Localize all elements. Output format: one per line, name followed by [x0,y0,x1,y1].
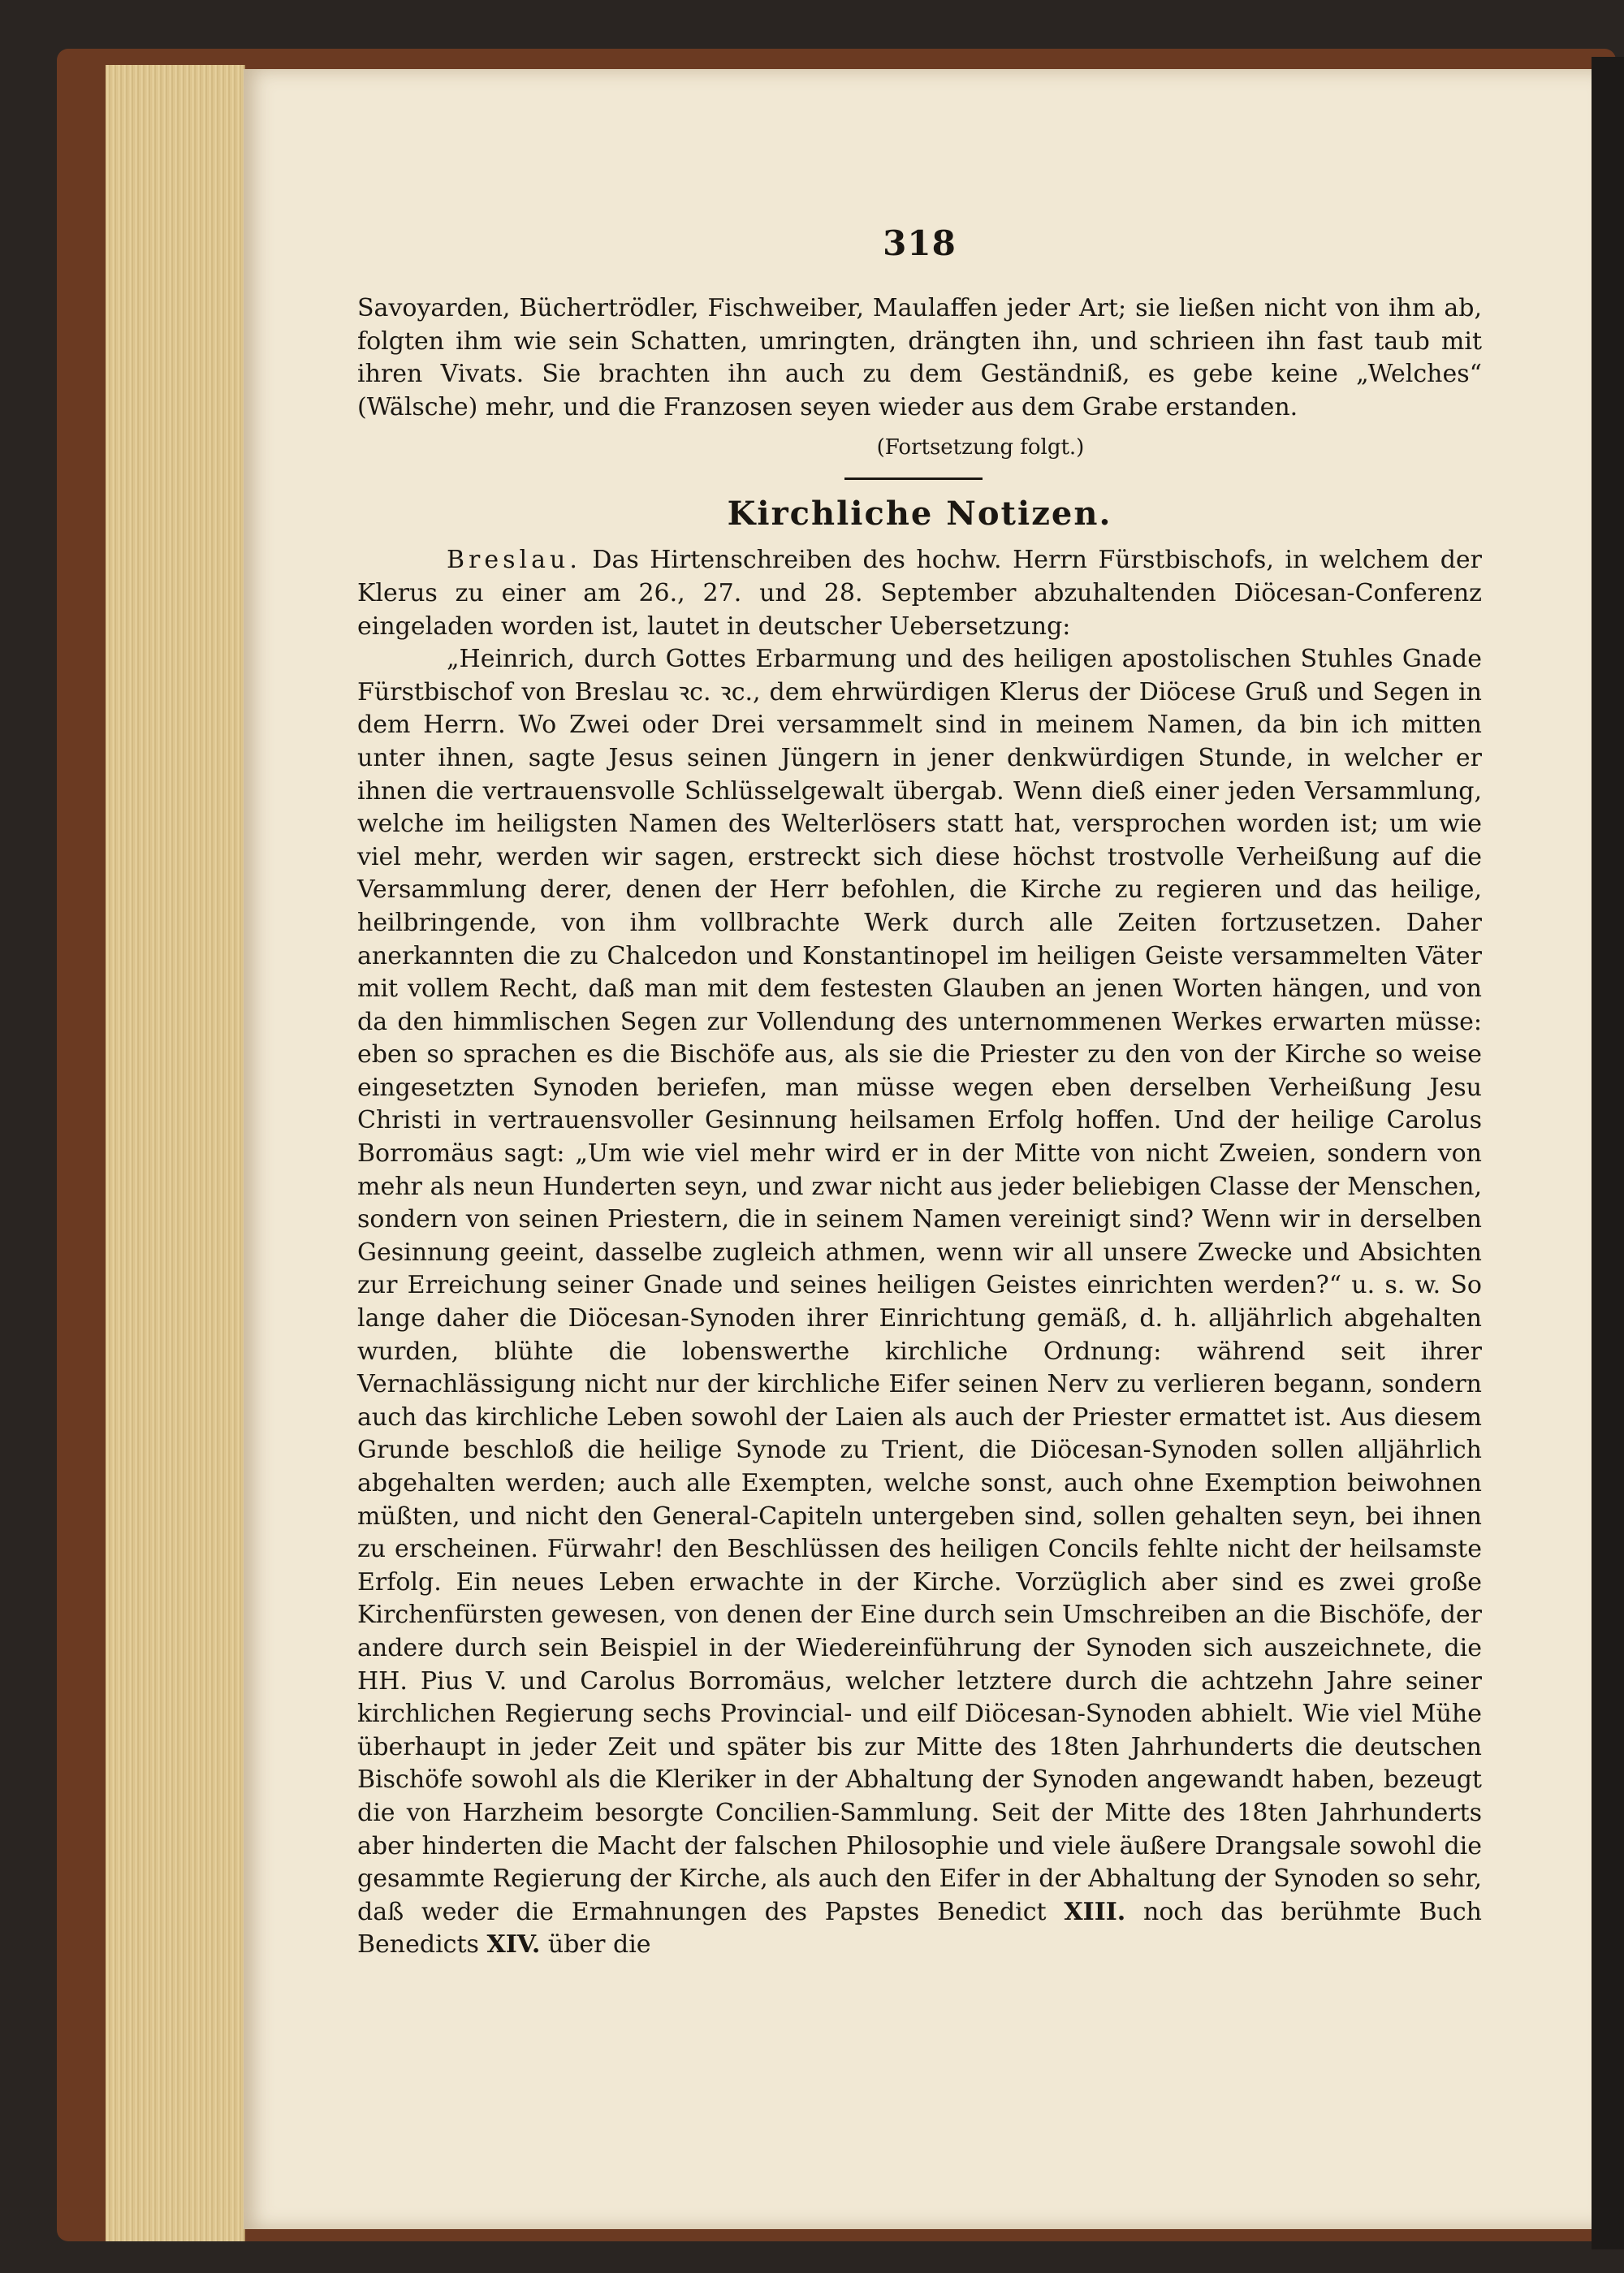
pastoral-letter [357,643,1482,1962]
section-divider [844,478,983,480]
scan-edge [1592,57,1624,2249]
intro-paragraph: Savoyarden, Büchertrödler, Fischweiber, Maulaffen jeder Art; sie ließen nicht von ihm ab, folgten ihm wie sein Schatten, umringten, drängten ihn, und schrieen ihn fast taub mit ihren Vivats. Sie brachten ihn auch zu dem Geständniß, es gebe keine „Welches“ (Wälsche) mehr, und die Franzosen seyen wieder aus dem Grabe erstanden. [357,294,1482,421]
letter-text-3: über die [547,1930,651,1960]
article-opening [357,544,1482,643]
continued-note: (Fortsetzung folgt.) [876,435,1085,460]
pope-numeral-1: XIII. [1064,1897,1126,1926]
letter-text-2: noch das berühmte Buch Benedicts [357,1897,1482,1960]
letter-text-1: „Heinrich, durch Gottes Erbarmung und des heiligen apostolischen Stuhles Gnade Fürstbischof von Breslau ꝛc. ꝛc., dem ehrwürdigen Klerus der Diöcese Gruß und Segen in dem Herrn. Wo Zwei oder Drei versammelt sind in meinem Namen, da bin ich mitten unter ihnen, sagte Jesus seinen Jüngern in jener denkwürdigen Stunde, in welcher er ihnen die vertrauensvolle Schlüsselgewalt übergab. Wenn dieß einer jeden Versammlung, welche im heiligsten Namen des Welterlösers statt hat, versprochen worden ist; um wie viel mehr, werden wir sagen, erstreckt sich diese höchst trostvolle Verheißung auf die Versammlung derer, denen der Herr befohlen, die Kirche zu regieren und das heilige, heilbringende, von ihm vollbrachte Werk durch alle Zeiten fortzusetzen. Daher anerkannten die zu Chalcedon und Konstantinopel im heiligen Geiste versammelten Väter mit vollem Recht, daß man mit dem festesten Glauben an jenen Worten hängen, und von da den himmlischen Segen zur Vollendung des unternommenen Werkes erwarten müsse: eben so sprachen es die Bischöfe aus, als sie die Priester zu den von der Kirche so weise eingesetzten Synoden beriefen, man müsse wegen eben derselben Verheißung Jesu Christi in vertrauensvoller Gesinnung heilsamen Erfolg hoffen. Und der heilige Carolus Borromäus sagt: „Um wie viel mehr wird er in der Mitte von nicht Zweien, sondern von mehr als neun Hunderten seyn, und zwar nicht aus jeder beliebigen Classe der Menschen, sondern von seinen Priestern, die in seinem Namen vereinigt sind? Wenn wir in derselben Gesinnung geeint, dasselbe zugleich athmen, wenn wir all unsere Zwecke und Absichten zur Erreichung seiner Gnade und seines heiligen Geistes einrichten werden?“ u. s. w. So lange daher die Diöcesan-Synoden ihrer Einrichtung gemäß, d. h. alljährlich abgehalten wurden, blühte die lobenswerthe kirchliche Ordnung: während seit ihrer Vernachlässigung nicht nur der kirchliche Eifer seinen Nerv zu verlieren begann, sondern auch das kirchliche Leben sowohl der Laien als auch der Priester ermattet ist. Aus diesem Grunde beschloß die heilige Synode zu Trient, die Diöcesan-Synoden sollen alljährlich abgehalten werden; auch alle Exempten, welche sonst, auch ohne Exemption beiwohnen müßten, und nicht den General-Capiteln untergeben sind, sollen gehalten seyn, bei ihnen zu erscheinen. Fürwahr! den Beschlüssen des heiligen Concils fehlte nicht der heilsamste Erfolg. Ein neues Leben erwachte in der Kirche. Vorzüglich aber sind es zwei große Kirchenfürsten gewesen, von denen der Eine durch sein Umschreiben an die Bischöfe, der andere durch sein Beispiel in der Wiedereinführung der Synoden sich auszeichnete, die HH. Pius V. und Carolus Borromäus, welcher letztere durch die achtzehn Jahre seiner kirchlichen Regierung sechs Provincial- und eilf Diöcesan-Synoden abhielt. Wie viel Mühe überhaupt in jeder Zeit und später bis zur Mitte des 18ten Jahrhunderts die deutschen Bischöfe sowohl als die Kleriker in der Abhaltung der Synoden angewandt haben, bezeugt die von Harzheim besorgte Concilien-Sammlung. Seit der Mitte des 18ten Jahrhunderts aber hinderten die Macht der falschen Philosophie und viele äußere Drangsale sowohl die gesammte Regierung der Kirche, als auch den Eifer in der Abhaltung der Synoden so sehr, daß weder die Ermahnungen des Papstes Benedict [357,645,1482,1926]
section-heading: Kirchliche Notizen. [727,495,1112,534]
page-edges [106,65,245,2241]
page-content [357,223,1482,1962]
page-number: 318 [883,223,957,263]
book-page [244,69,1600,2229]
pope-numeral-2: XIV. [486,1930,541,1960]
article-opening-text: Das Hirtenschreiben des hochw. Herrn Fürstbischofs, in welchem der Klerus zu einer am 26., 27. und 28. September abzuhaltenden Diöcesan-Conferenz eingeladen worden ist, lautet in deutscher Uebersetzung: [357,546,1482,641]
article-place: Breslau. [447,546,581,575]
